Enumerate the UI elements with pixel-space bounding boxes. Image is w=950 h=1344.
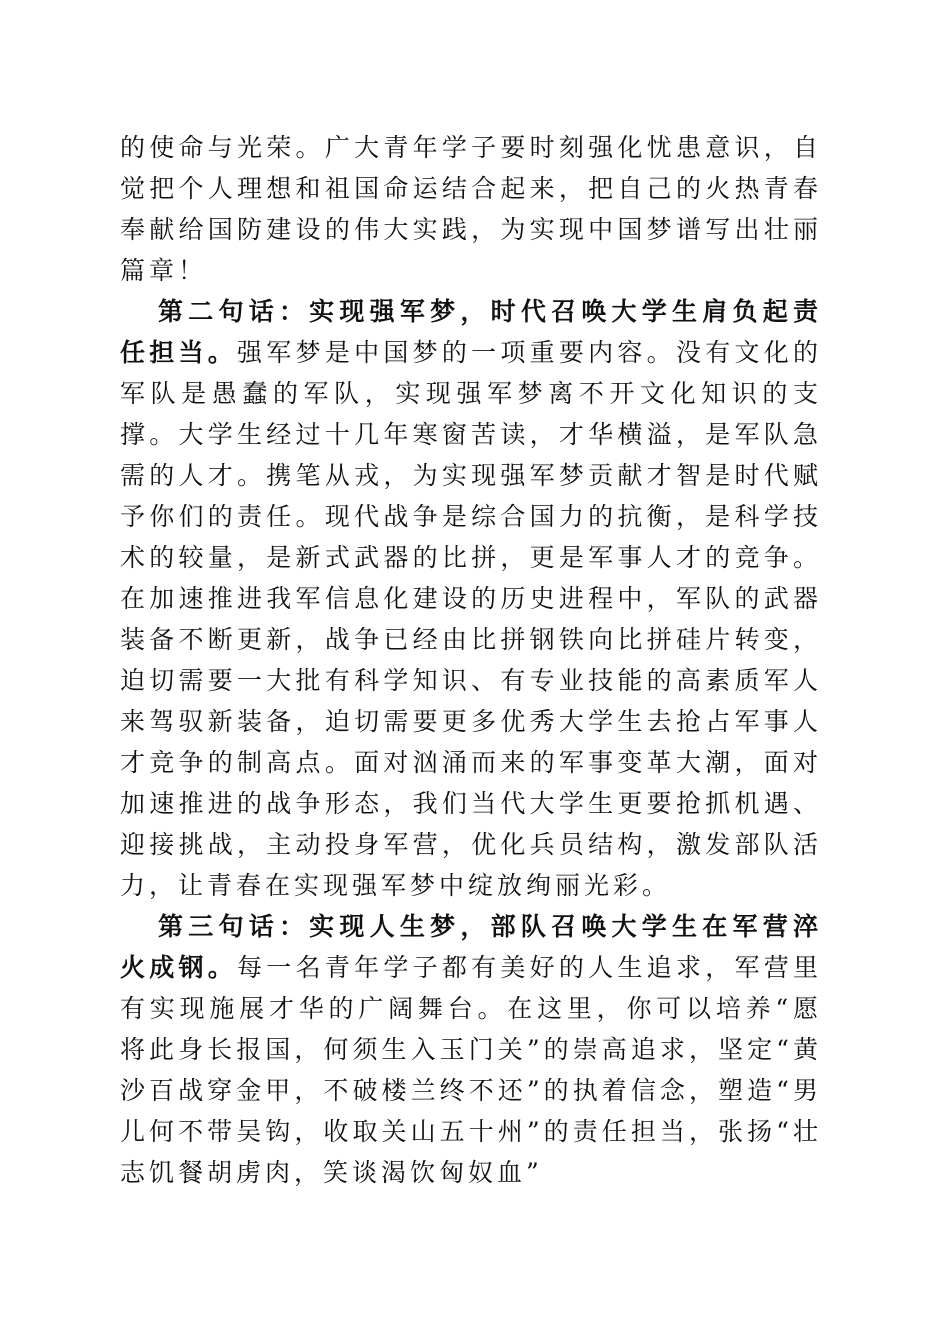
paragraph-1: 的使命与光荣。广大青年学子要时刻强化忧患意识，自觉把个人理想和祖国命运结合起来，把自己的火热青春奉献给国防建设的伟大实践，为实现中国梦谱写出壮丽篇章！ xyxy=(120,133,822,285)
paragraph-3-body: 每一名青年学子都有美好的人生追求，军营里有实现施展才华的广阔舞台。在这里，你可以培养“愿将此身长报国，何须生入玉门关”的崇高追求，坚定“黄沙百战穿金甲，不破楼兰终不还”的执着信念，塑造“男儿何不带吴钩，收取关山五十州”的责任担当，张扬“壮志饥餐胡虏肉，笑谈渴饮匈奴血” xyxy=(120,953,822,1187)
paragraph-2-body: 强军梦是中国梦的一项重要内容。没有文化的军队是愚蠢的军队，实现强军梦离不开文化知识的支撑。大学生经过十几年寒窗苦读，才华横溢，是军队急需的人才。携笔从戎，为实现强军梦贡献才智是时代赋予你们的责任。现代战争是综合国力的抗衡，是科学技术的较量，是新式武器的比拼，更是军事人才的竞争。在加速推进我军信息化建设的历史进程中，军队的武器装备不断更新，战争已经由比拼钢铁向比拼硅片转变，迫切需要一大批有科学知识、有专业技能的高素质军人来驾驭新装备，迫切需要更多优秀大学生去抢占军事人才竞争的制高点。面对汹涌而来的军事变革大潮，面对加速推进的战争形态，我们当代大学生更要抢抓机遇、迎接挑战，主动投身军营，优化兵员结构，激发部队活力，让青春在实现强军梦中绽放绚丽光彩。 xyxy=(120,338,822,900)
paragraph-3 xyxy=(120,906,822,1193)
paragraph-3-lead: 第三句话：实现人生梦，部队召唤大学生在军营淬火成钢。 xyxy=(120,912,822,982)
paragraph-2 xyxy=(120,291,822,906)
paragraph-2-lead: 第二句话：实现强军梦，时代召唤大学生肩负起责任担当。 xyxy=(120,297,822,367)
document-body xyxy=(120,127,822,1193)
